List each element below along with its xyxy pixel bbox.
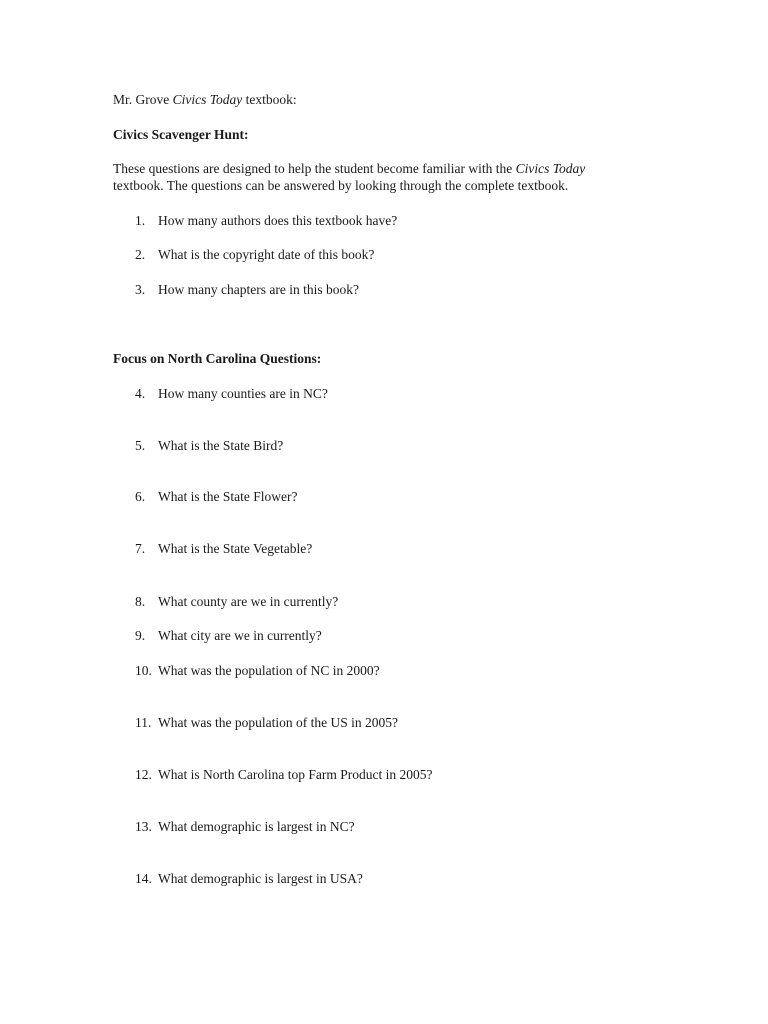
question-text: How many chapters are in this book? [158,282,359,297]
question-item [135,714,398,731]
section-title-north-carolina: Focus on North Carolina Questions: [113,351,322,366]
question-number: 12. [135,767,152,782]
question-text: What is the State Flower? [158,489,298,504]
question-item [135,870,363,887]
section-title-scavenger-hunt: Civics Scavenger Hunt: [113,127,249,142]
question-number: 8. [135,594,146,609]
question-text: How many authors does this textbook have? [158,213,398,228]
intro-text: These questions are designed to help the student become familiar with the [113,161,516,176]
question-text: What was the population of NC in 2000? [158,663,380,678]
question-number: 11. [135,715,152,730]
question-text: What city are we in currently? [158,628,322,643]
question-number: 5. [135,438,146,453]
question-text: What is the copyright date of this book? [158,247,375,262]
question-item [135,593,338,610]
header-line [113,91,297,108]
question-item [135,212,397,229]
question-number: 7. [135,541,146,556]
question-text: What county are we in currently? [158,594,339,609]
question-number: 14. [135,871,152,886]
question-item [135,437,283,454]
question-number: 9. [135,628,146,643]
question-text: What was the population of the US in 2005? [158,715,398,730]
question-item [135,662,380,679]
question-item [135,246,374,263]
question-item [135,818,355,835]
question-item [135,627,322,644]
question-text: How many counties are in NC? [158,386,328,401]
question-item [135,385,328,402]
question-text: What demographic is largest in USA? [158,871,363,886]
intro-line-2: textbook. The questions can be answered by looking through the complete textbook. [113,178,569,193]
question-number: 2. [135,247,146,262]
question-item [135,766,432,783]
question-text: What demographic is largest in NC? [158,819,355,834]
question-number: 1. [135,213,146,228]
question-number: 6. [135,489,146,504]
question-text: What is North Carolina top Farm Product in 2005? [158,767,433,782]
question-item [135,488,297,505]
question-number: 13. [135,819,152,834]
question-item [135,540,312,557]
intro-book-title: Civics Today [515,161,586,176]
question-number: 3. [135,282,146,297]
header-suffix: textbook: [242,92,297,107]
header-prefix: Mr. Grove [113,92,173,107]
header-book-title: Civics Today [172,92,243,107]
question-item [135,281,359,298]
question-number: 4. [135,386,146,401]
question-text: What is the State Bird? [158,438,284,453]
question-text: What is the State Vegetable? [158,541,313,556]
intro-line-1 [113,160,585,177]
question-number: 10. [135,663,152,678]
